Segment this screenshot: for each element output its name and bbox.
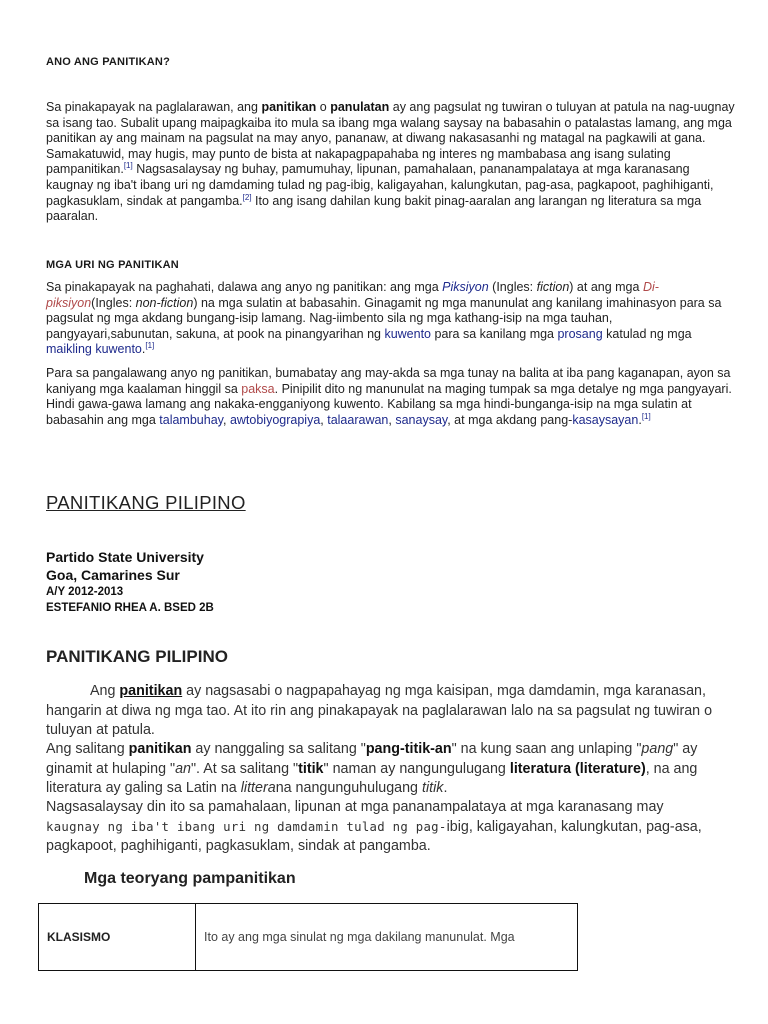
author-info <box>46 548 214 616</box>
table-row <box>39 904 578 971</box>
text: Nagsasalaysay ng buhay, pamumuhay, lipunan, pamahalaan, pananampalataya at mga karanasang kaugnay ng iba't ibang uri ng damdaming tulad ng pag-ibig, kaligayahan, kalungkutan, pag-asa, pagkapoot, paghihiganti, pagkasuklam, sindak at pangamba. <box>46 162 714 208</box>
footnote-link[interactable]: [1] <box>641 411 651 421</box>
text: Para sa pangalawang anyo ng panitikan, bumabatay ang may-akda sa mga tunay na balita at iba pang kaganapan, ayon sa kaniyang mga kaalaman hinggil sa <box>46 366 731 396</box>
text: " naman ay nangungulugang <box>323 760 510 777</box>
text: ibig, kaligayahan, kalungkutan, pag-asa, pagkapoot, paghihiganti, pagkasuklam, sindak at pangamba. <box>46 818 702 854</box>
link-prosang[interactable]: prosang <box>557 326 603 341</box>
footnote-link[interactable]: [1] <box>123 161 133 171</box>
text: , <box>388 412 396 427</box>
italic-term: an <box>175 760 191 777</box>
section-heading-ano-ang-panitikan: ANO ANG PANITIKAN? <box>46 56 170 68</box>
italic-term: non-fiction <box>135 295 194 310</box>
bold-term: pang-titik-an <box>365 741 452 757</box>
text: Nagsasalaysay din ito sa pamahalaan, lipunan at mga pananampalataya at mga karanasang may <box>46 799 664 815</box>
link-talaarawan[interactable]: talaarawan <box>327 412 389 427</box>
section-heading-panitikang-pilipino: PANITIKANG PILIPINO <box>46 647 228 666</box>
text: Sa pinakapayak na paglalarawan, ang <box>46 100 262 114</box>
text: ay ang pagsulat ng tuwiran o tuluyan at patula na nag-uugnay sa isang tao. Subalit upang maipagkaiba ito mula sa ibang mga walang saysay na babasahin o patalastas lamang, ang mga panitikan ay ang mainam na pagsulat na may anyo, pananaw, at diwang nakasasanhi ng matagal na pagkawili at gana. Samakatuwid, may hugis, may punto de bista at nakapagpapahaba ng interes ng mambabasa ang isang sulating pampanitikan. <box>46 100 735 177</box>
bold-term: panitikan <box>119 683 183 699</box>
text: (Ingles: <box>91 295 136 310</box>
link-piksiyon[interactable]: Piksiyon <box>442 280 489 294</box>
text: . <box>443 780 448 796</box>
text: Ang salitang <box>46 741 129 757</box>
teorya-name-cell: KLASISMO <box>39 904 196 971</box>
link-awtobiyograpiya[interactable]: awtobiyograpiya <box>229 412 321 427</box>
document-title: PANITIKANG PILIPINO <box>46 492 246 513</box>
teorya-description-cell: Ito ay ang mga sinulat ng mga dakilang manunulat. Mga <box>196 904 578 971</box>
text: " na kung saan ang unlaping " <box>451 741 642 757</box>
paragraph-intro <box>46 100 736 225</box>
bold-term: panitikan <box>261 100 317 114</box>
text: Ito ang isang dahilan kung bakit pinag-aaralan ang larangan ng literatura sa mga paaralan. <box>46 193 702 224</box>
paragraph-mga-uri-1 <box>46 280 736 358</box>
text: Ang <box>90 683 120 699</box>
text: . <box>141 342 146 357</box>
text: ) na mga sulatin at babasahin. Ginagamit ng mga manunulat ang kanilang imahinasyon para sa pagsulat ng mga akdang bungang-isip lamang. Nag-iimbento sila ng mga kathang-isip na mga tauhan, pangyayari,sabunutan, sakuna, at pook na pinangyarihan ng <box>46 295 722 341</box>
text-monospace: kaugnay ng iba't ibang uri ng damdamin tulad ng pag- <box>46 819 447 834</box>
footnote-link[interactable]: [2] <box>242 192 252 202</box>
link-talambuhay[interactable]: talambuhay <box>159 412 223 427</box>
university-location: Goa, Camarines Sur <box>46 567 180 583</box>
text: " ay ginamit at hulaping " <box>46 741 698 777</box>
text: . Pinipilit dito ng manunulat na maging tumpak sa mga detalye ng mga pangyayari. Hindi gawa-gawa lamang ang nakaka-engganiyong kuwento. Kabilang sa mga hindi-bunganga-isip na mga sulatin at babasahin ang mga <box>46 381 732 427</box>
text: (Ingles: <box>488 280 537 294</box>
footnote-link[interactable]: [1] <box>145 341 155 351</box>
text: ay nanggaling sa salitang " <box>191 741 366 757</box>
author-name: ESTEFANIO RHEA A. BSED 2B <box>46 602 214 614</box>
bold-term: panulatan <box>330 100 390 114</box>
text: ". At sa salitang " <box>190 760 299 777</box>
paragraph-panitikan-3 <box>46 798 736 857</box>
text: Sa pinakapayak na paghahati, dalawa ang anyo ng panitikan: ang mga <box>46 280 443 294</box>
teorya-heading: Mga teoryang pampanitikan <box>84 870 296 887</box>
link-sanaysay[interactable]: sanaysay <box>395 412 448 427</box>
text: . <box>638 412 642 427</box>
paragraph-mga-uri-2 <box>46 366 736 428</box>
link-kasaysayan[interactable]: kasaysayan <box>572 412 639 427</box>
link-kuwento[interactable]: kuwento <box>384 326 432 341</box>
italic-term: fiction <box>536 280 570 294</box>
link-di-piksiyon[interactable]: Di-piksiyon <box>46 280 659 310</box>
bold-term: titik <box>298 760 324 777</box>
text: ) at ang mga <box>569 280 643 294</box>
text: para sa kanilang mga <box>431 326 558 341</box>
italic-term: littera <box>240 780 276 796</box>
text: o <box>316 100 331 114</box>
text: , at mga akdang pang- <box>447 412 573 427</box>
link-paksa[interactable]: paksa <box>241 381 275 396</box>
italic-term: pang <box>641 741 674 757</box>
section-heading-mga-uri: MGA URI NG PANITIKAN <box>46 259 179 271</box>
text: na nangunguhulugang <box>275 780 422 796</box>
text: , na ang literatura ay galing sa Latin na <box>46 760 698 796</box>
text: , <box>320 412 328 427</box>
teorya-table <box>38 903 578 971</box>
bold-term: literatura (literature) <box>509 760 646 777</box>
paragraph-panitikan-1 <box>46 682 736 741</box>
text: , <box>222 412 230 427</box>
bold-term: panitikan <box>128 741 192 757</box>
academic-year: A/Y 2012-2013 <box>46 586 124 598</box>
link-maikling-kuwento[interactable]: maikling kuwento <box>46 342 142 357</box>
university-name: Partido State University <box>46 549 204 565</box>
italic-term: titik <box>421 780 444 796</box>
text: katulad ng mga <box>602 326 692 341</box>
paragraph-panitikan-2 <box>46 740 736 799</box>
text: ay nagsasabi o nagpapahayag ng mga kaisipan, mga damdamin, mga karanasan, hangarin at diwa ng mga tao. At ito rin ang pinakapayak na paglalarawan lalo na sa pagsulat ng tuwiran o tuluyan at patula. <box>46 683 713 738</box>
